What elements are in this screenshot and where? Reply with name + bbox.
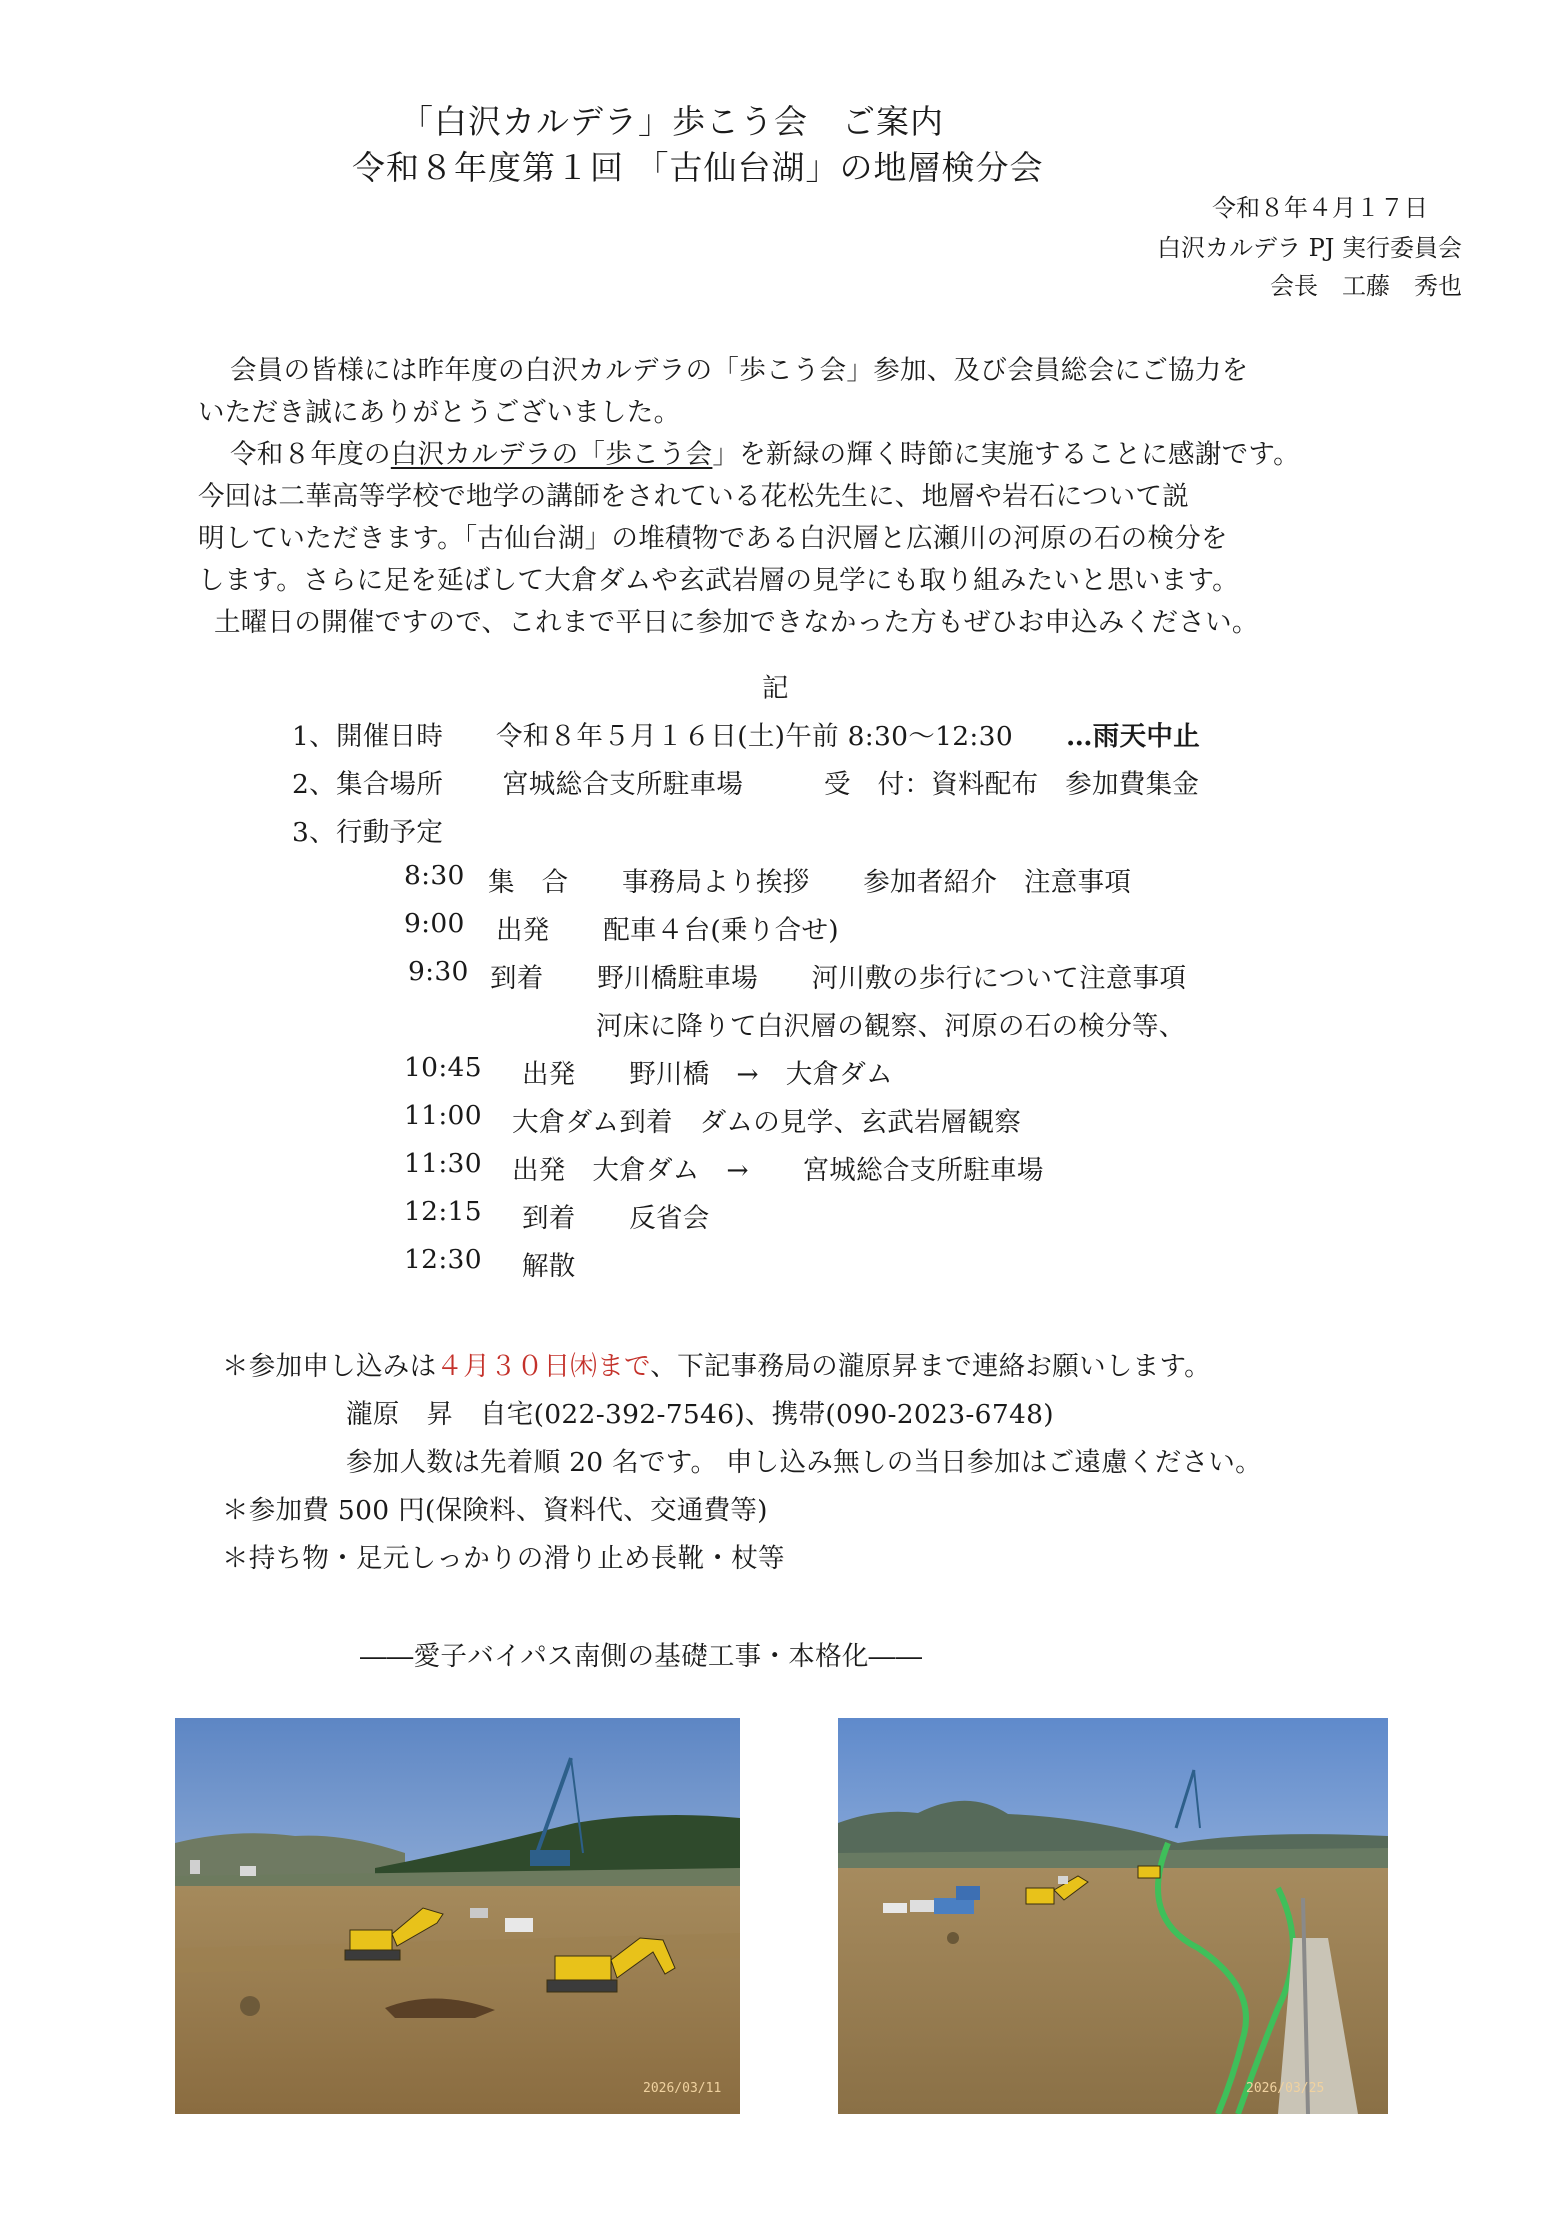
organization: 白沢カルデラ PJ 実行委員会 — [1156, 234, 1462, 262]
schedule-time: 12:30 — [404, 1244, 482, 1275]
schedule-text: 解散 — [522, 1251, 576, 1282]
photo-1-date-stamp: 2026/03/11 — [643, 2081, 722, 2096]
title-line-2: 令和８年度第１回 「古仙台湖」の地層検分会 — [352, 148, 1044, 187]
schedule-time: 9:30 — [408, 956, 469, 987]
application-suffix: 、下記事務局の瀧原昇まで連絡お願いします。 — [650, 1351, 1211, 1382]
schedule-text-continuation: 河床に降りて白沢層の観察、河原の石の検分等、 — [596, 1011, 1186, 1042]
title-line-1: 「白沢カルデラ」歩こう会 ご案内 — [400, 102, 944, 141]
construction-photo-2-image — [838, 1718, 1388, 2114]
intro-line-4: 今回は二華高等学校で地学の講師をされている花松先生に、地層や岩石について説 — [198, 481, 1190, 512]
item-2-extra: 受 付：資料配布 参加費集金 — [824, 769, 1200, 800]
application-note — [222, 1344, 1211, 1383]
schedule-time: 8:30 — [404, 860, 465, 891]
belongings-note: ＊持ち物・足元しっかりの滑り止め長靴・杖等 — [222, 1543, 785, 1574]
intro-line-6: します。さらに足を延ばして大倉ダムや玄武岩層の見学にも取り組みたいと思います。 — [198, 565, 1239, 596]
application-prefix: ＊参加申し込みは — [222, 1351, 437, 1382]
intro-line-7: 土曜日の開催ですので、これまで平日に参加できなかった方もぜひお申込みください。 — [214, 607, 1259, 638]
intro-line-1: 会員の皆様には昨年度の白沢カルデラの「歩こう会」参加、及び会員総会にご協力を — [230, 355, 1249, 386]
schedule-time: 9:00 — [404, 908, 465, 939]
intro-line-5: 明していただきます。「古仙台湖」の堆積物である白沢層と広瀬川の河原の石の検分を — [198, 523, 1228, 554]
schedule-time: 10:45 — [404, 1052, 482, 1083]
fee-note: ＊参加費 500 円(保険料、資料代、交通費等) — [222, 1495, 768, 1526]
schedule-text: 集 合 事務局より挨拶 参加者紹介 注意事項 — [488, 867, 1132, 898]
schedule-text: 到着 反省会 — [522, 1203, 710, 1234]
schedule-text: 出発 配車４台(乗り合せ) — [496, 915, 839, 946]
intro-line-3-suffix: 」を新緑の輝く時節に実施することに感謝です。 — [712, 439, 1300, 470]
intro-line-3 — [230, 432, 1300, 471]
schedule-text: 出発 野川橋 → 大倉ダム — [522, 1059, 893, 1090]
contact-info: 瀧原 昇 自宅(022-392-7546)、携帯(090-2023-6748) — [346, 1399, 1054, 1430]
intro-line-2: いただき誠にありがとうございました。 — [198, 397, 681, 428]
issue-date: 令和８年４月１７日 — [1212, 194, 1428, 222]
item-2-value: 宮城総合支所駐車場 — [502, 769, 744, 800]
capacity-note: 参加人数は先着順 20 名です。 申し込み無しの当日参加はご遠慮ください。 — [346, 1447, 1262, 1478]
schedule-time: 12:15 — [404, 1196, 482, 1227]
schedule-text: 大倉ダム到着 ダムの見学、玄武岩層観察 — [512, 1107, 1022, 1138]
construction-photo-2 — [838, 1718, 1388, 2114]
ki-heading: 記 — [762, 673, 789, 704]
item-1-value: 令和８年５月１６日(土)午前 8:30～12:30 — [496, 721, 1013, 752]
intro-line-3-prefix: 令和８年度の — [230, 439, 391, 470]
item-1-label: 1、開催日時 — [292, 721, 444, 752]
construction-photo-1-image — [175, 1718, 740, 2114]
application-deadline: ４月３０日㈭まで — [436, 1351, 651, 1382]
photo-2-date-stamp: 2026/03/25 — [1246, 2081, 1325, 2096]
construction-photo-1 — [175, 1718, 740, 2114]
item-2-label: 2、集合場所 — [292, 769, 444, 800]
schedule-text: 到着 野川橋駐車場 河川敷の歩行について注意事項 — [490, 963, 1187, 994]
item-1-note: …雨天中止 — [1066, 721, 1200, 752]
chairperson: 会長 工藤 秀也 — [1270, 272, 1462, 300]
schedule-time: 11:00 — [404, 1100, 482, 1131]
item-3-label: 3、行動予定 — [292, 817, 444, 848]
intro-underlined-event: 白沢カルデラの「歩こう会 — [390, 439, 713, 470]
schedule-text: 出発 大倉ダム → 宮城総合支所駐車場 — [512, 1155, 1044, 1186]
photo-caption: ――愛子バイパス南側の基礎工事・本格化―― — [360, 1641, 923, 1672]
schedule-time: 11:30 — [404, 1148, 482, 1179]
